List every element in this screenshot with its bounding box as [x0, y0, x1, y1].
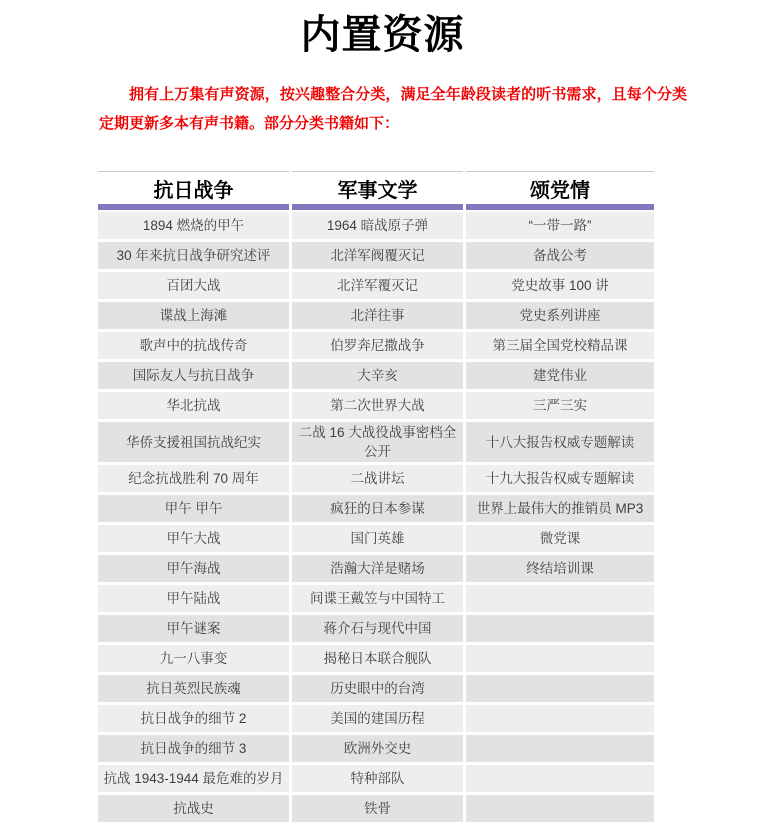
table-cell: 北洋往事 [292, 302, 463, 329]
table-row [98, 422, 654, 462]
resource-table [98, 171, 654, 822]
table-cell: 第二次世界大战 [292, 392, 463, 419]
table-cell: 特种部队 [292, 765, 463, 792]
table-cell: 世界上最伟大的推销员 MP3 [466, 495, 654, 522]
table-cell [466, 795, 654, 822]
table-cell: 伯罗奔尼撒战争 [292, 332, 463, 359]
table-row [98, 525, 654, 552]
table-row [98, 392, 654, 419]
table-cell: 欧洲外交史 [292, 735, 463, 762]
table-cell: 三严三实 [466, 392, 654, 419]
table-cell: 抗日英烈民族魂 [98, 675, 289, 702]
column-header-military-literature: 军事文学 [292, 171, 463, 210]
table-cell: 间谍王戴笠与中国特工 [292, 585, 463, 612]
table-row [98, 555, 654, 582]
table-row [98, 465, 654, 492]
table-cell: 抗日战争的细节 2 [98, 705, 289, 732]
table-cell: 1894 燃烧的甲午 [98, 212, 289, 239]
column-header-anti-japanese-war: 抗日战争 [98, 171, 289, 210]
table-cell: 蒋介石与现代中国 [292, 615, 463, 642]
table-cell: 美国的建国历程 [292, 705, 463, 732]
table-cell: 国际友人与抗日战争 [98, 362, 289, 389]
table-cell: 甲午 甲午 [98, 495, 289, 522]
table-cell [466, 765, 654, 792]
table-cell: 建党伟业 [466, 362, 654, 389]
table-cell: 甲午大战 [98, 525, 289, 552]
table-row [98, 795, 654, 822]
column-header-praise-the-party: 颂党情 [466, 171, 654, 210]
table-header-row [98, 171, 654, 210]
table-cell: 北洋军覆灭记 [292, 272, 463, 299]
table-cell: 甲午谜案 [98, 615, 289, 642]
table-cell: 百团大战 [98, 272, 289, 299]
table-row [98, 645, 654, 672]
table-row [98, 585, 654, 612]
table-cell: 第三届全国党校精品课 [466, 332, 654, 359]
table-cell [466, 645, 654, 672]
table-cell: 华侨支援祖国抗战纪实 [98, 422, 289, 462]
table-cell: 十九大报告权威专题解读 [466, 465, 654, 492]
table-row [98, 362, 654, 389]
intro-paragraph: 拥有上万集有声资源，按兴趣整合分类，满足全年龄段读者的听书需求，且每个分类定期更新多本有声书籍。部分分类书籍如下： [99, 86, 687, 132]
table-cell: 十八大报告权威专题解读 [466, 422, 654, 462]
table-row [98, 242, 654, 269]
table-cell: “一带一路” [466, 212, 654, 239]
table-cell: 铁骨 [292, 795, 463, 822]
table-cell: 浩瀚大洋是赌场 [292, 555, 463, 582]
table-row [98, 332, 654, 359]
table-cell: 甲午海战 [98, 555, 289, 582]
table-cell: 纪念抗战胜利 70 周年 [98, 465, 289, 492]
table-cell: 备战公考 [466, 242, 654, 269]
table-cell: 谍战上海滩 [98, 302, 289, 329]
table-cell: 北洋军阀覆灭记 [292, 242, 463, 269]
table-row [98, 495, 654, 522]
table-cell: 党史系列讲座 [466, 302, 654, 329]
table-cell: 九一八事变 [98, 645, 289, 672]
table-row [98, 302, 654, 329]
table-cell: 历史眼中的台湾 [292, 675, 463, 702]
table-cell: 华北抗战 [98, 392, 289, 419]
table-cell: 抗战史 [98, 795, 289, 822]
table-cell: 二战讲坛 [292, 465, 463, 492]
table-cell: 党史故事 100 讲 [466, 272, 654, 299]
table-cell: 疯狂的日本参谋 [292, 495, 463, 522]
table-cell [466, 705, 654, 732]
table-cell: 抗日战争的细节 3 [98, 735, 289, 762]
table-row [98, 705, 654, 732]
table-cell: 1964 暗战原子弹 [292, 212, 463, 239]
table-row [98, 735, 654, 762]
table-cell: 30 年来抗日战争研究述评 [98, 242, 289, 269]
table-cell: 微党课 [466, 525, 654, 552]
table-row [98, 615, 654, 642]
table-row [98, 272, 654, 299]
table-cell: 抗战 1943-1944 最危难的岁月 [98, 765, 289, 792]
table-cell [466, 735, 654, 762]
table-row [98, 675, 654, 702]
table-row [98, 765, 654, 792]
table-cell: 终结培训课 [466, 555, 654, 582]
table-cell: 二战 16 大战役战事密档全公开 [292, 422, 463, 462]
table-cell [466, 585, 654, 612]
table-row [98, 212, 654, 239]
table-cell [466, 615, 654, 642]
page-title: 内置资源 [300, 13, 465, 57]
table-cell: 国门英雄 [292, 525, 463, 552]
table-body [98, 212, 654, 822]
table-cell: 甲午陆战 [98, 585, 289, 612]
table-cell: 歌声中的抗战传奇 [98, 332, 289, 359]
table-cell [466, 675, 654, 702]
table-cell: 大辛亥 [292, 362, 463, 389]
table-cell: 揭秘日本联合舰队 [292, 645, 463, 672]
